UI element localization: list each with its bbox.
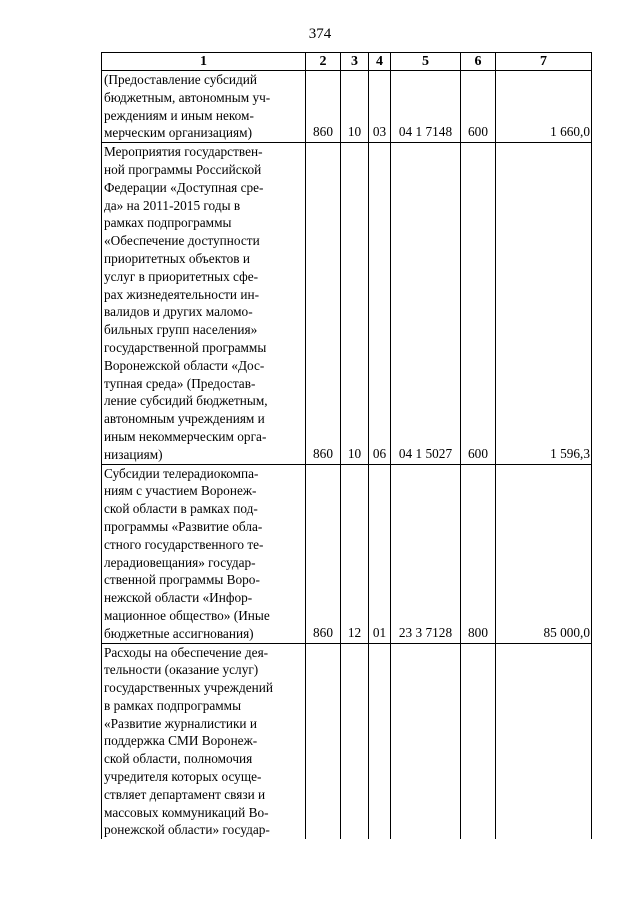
row-subsection xyxy=(369,643,391,839)
row-target-item: 23 3 7128 xyxy=(391,464,461,643)
row-code xyxy=(306,643,341,839)
header-col-4: 4 xyxy=(369,53,391,71)
row-target-item: 04 1 7148 xyxy=(391,71,461,143)
page-number: 374 xyxy=(308,26,332,42)
row-subsection: 01 xyxy=(369,464,391,643)
header-col-7: 7 xyxy=(496,53,592,71)
row-subsection: 03 xyxy=(369,71,391,143)
header-col-1: 1 xyxy=(102,53,306,71)
header-col-6: 6 xyxy=(461,53,496,71)
row-expense-type: 600 xyxy=(461,71,496,143)
row-expense-type: 800 xyxy=(461,464,496,643)
row-code: 860 xyxy=(306,464,341,643)
table-row xyxy=(102,464,592,643)
row-code: 860 xyxy=(306,71,341,143)
row-section: 12 xyxy=(341,464,369,643)
table-header-row xyxy=(102,53,592,71)
row-target-item: 04 1 5027 xyxy=(391,143,461,464)
row-code: 860 xyxy=(306,143,341,464)
table-row xyxy=(102,71,592,143)
row-section: 10 xyxy=(341,143,369,464)
row-target-item xyxy=(391,643,461,839)
header-col-3: 3 xyxy=(341,53,369,71)
row-section: 10 xyxy=(341,71,369,143)
row-amount: 85 000,0 xyxy=(496,464,592,643)
row-section xyxy=(341,643,369,839)
row-amount: 1 660,0 xyxy=(496,71,592,143)
row-description: Субсидии телерадиокомпа- ниям с участием Воронеж- ской области в рамках под- программы «Развитие обла- стного государственного те- лерадиовещания» государ- ственной программы Воро- нежской области «Инфор- мационное общество» (Иные бюджетные ассигнования) xyxy=(102,464,306,643)
row-description: (Предоставление субсидий бюджетным, автономным уч- реждениям и иным неком- мерческим организациям) xyxy=(102,71,306,143)
header-col-2: 2 xyxy=(306,53,341,71)
row-description: Расходы на обеспечение дея- тельности (оказание услуг) государственных учреждений в рамках подпрограммы «Развитие журналистики и поддержка СМИ Воронеж- ской области, полномочия учредителя которых осуще- ствляет департамент связи и массовых коммуникаций Во- ронежской области» государ- xyxy=(102,643,306,839)
row-expense-type xyxy=(461,643,496,839)
row-subsection: 06 xyxy=(369,143,391,464)
table-row xyxy=(102,143,592,464)
header-col-5: 5 xyxy=(391,53,461,71)
row-amount: 1 596,3 xyxy=(496,143,592,464)
row-description: Мероприятия государствен- ной программы Российской Федерации «Доступная сре- да» на 2011-2015 годы в рамках подпрограммы «Обеспечение доступности приоритетных объектов и услуг в приоритетных сфе- рах жизнедеятельности ин- валидов и других маломо- бильных групп населения» государственной программы Воронежской области «Дос- тупная среда» (Предостав- ление субсидий бюджетным, автономным учреждениям и иным некоммерческим орга- низациям) xyxy=(102,143,306,464)
row-expense-type: 600 xyxy=(461,143,496,464)
table-row xyxy=(102,643,592,839)
budget-table xyxy=(101,52,592,839)
row-amount xyxy=(496,643,592,839)
